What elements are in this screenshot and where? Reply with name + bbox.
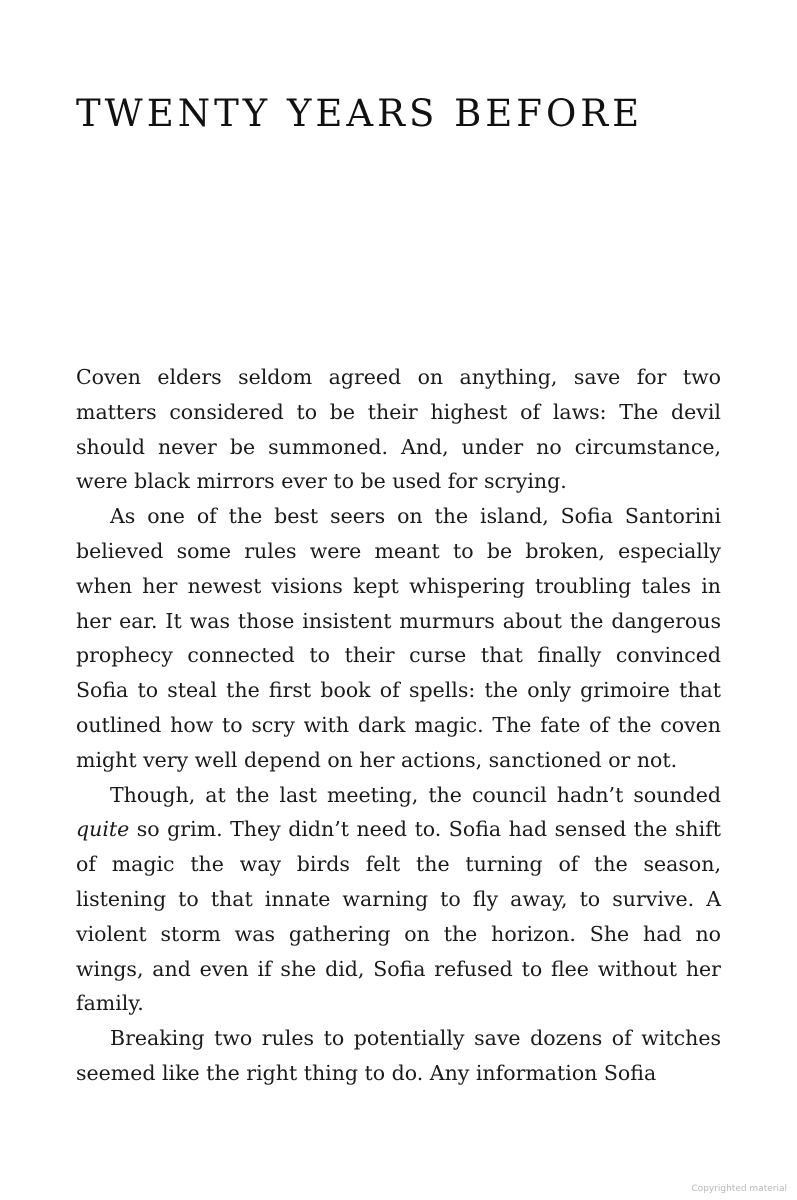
chapter-body (76, 360, 721, 1091)
paragraph-3-rest: so grim. They didn’t need to. Sofia had sensed the shift of magic the way birds felt the turning of the season, listening to that innate warning to fly away, to survive. A violent storm was gathering on the horizon. She had no wings, and even if she did, Sofia refused to flee without her family. (76, 817, 721, 1016)
paragraph-2: As one of the best seers on the island, Sofia Santorini believed some rules were meant to be broken, especially when her newest visions kept whispering troubling tales in her ear. It was those insistent murmurs about the dangerous prophecy connected to their curse that finally convinced Sofia to steal the first book of spells: the only grimoire that outlined how to scry with dark magic. The fate of the coven might very well depend on her actions, sanctioned or not. (76, 504, 721, 772)
paragraph-3-emphasis: quite (76, 817, 130, 842)
copyright-watermark: Copyrighted material (691, 1184, 787, 1194)
paragraph-4: Breaking two rules to potentially save dozens of witches seemed like the right thing to do. Any information Sofia (76, 1026, 721, 1085)
paragraph-3 (76, 778, 721, 1022)
paragraph-3-lead: Though, at the last meeting, the council hadn’t sounded (110, 782, 721, 807)
paragraph-1: Coven elders seldom agreed on anything, save for two matters considered to be their highest of laws: The devil should never be summoned. And, under no circumstance, were black mirrors ever to be used for scrying. (76, 365, 721, 494)
chapter-title: TWENTY YEARS BEFORE (76, 92, 644, 135)
